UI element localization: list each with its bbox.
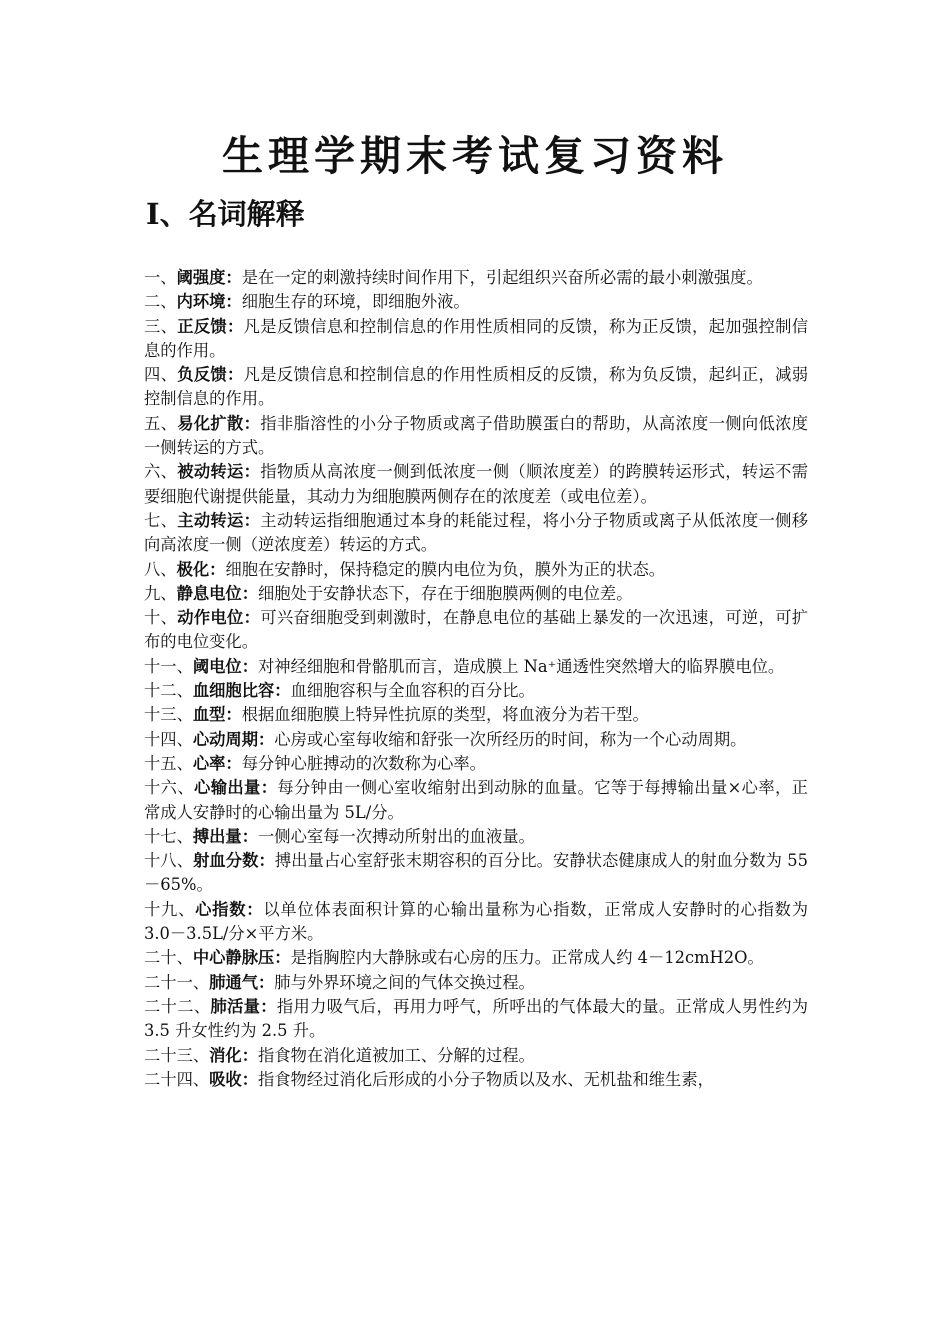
term-entry (144, 558, 808, 582)
term-number: 八、 (144, 559, 177, 579)
term-definition: 对神经细胞和骨骼肌而言，造成膜上 Na⁺通透性突然增大的临界膜电位。 (258, 656, 785, 676)
term-number: 十、 (144, 608, 178, 628)
term-entry (144, 946, 808, 970)
term-entry (144, 363, 808, 412)
term-entry (144, 460, 808, 509)
term-name: 血细胞比容： (192, 681, 291, 701)
term-name: 心输出量： (194, 778, 278, 798)
term-number: 十九、 (144, 899, 196, 919)
term-definition: 以单位体表面积计算的心输出量称为心指数，正常成人安静时的心指数为 3.0－3.5L/分×平方米。 (144, 899, 808, 944)
term-name: 吸收： (209, 1069, 258, 1089)
term-name: 心率： (192, 753, 242, 773)
term-definition: 主动转运指细胞通过本身的耗能过程，将小分子物质或离子从低浓度一侧移向高浓度一侧（逆浓度差）转运的方式。 (144, 510, 808, 555)
term-definition: 心房或心室每收缩和舒张一次所经历的时间，称为一个心动周期。 (274, 729, 747, 749)
term-name: 负反馈： (177, 365, 244, 385)
section-heading: Ⅰ、名词解释 (146, 197, 305, 231)
term-number: 六、 (144, 462, 178, 482)
term-definition: 每分钟心脏搏动的次数称为心率。 (241, 753, 486, 773)
term-number: 五、 (144, 413, 178, 433)
term-number: 十八、 (144, 851, 194, 871)
term-name: 静息电位： (176, 583, 258, 603)
term-number: 十二、 (144, 681, 193, 701)
term-number: 二十二、 (144, 996, 211, 1016)
term-definition: 根据血细胞膜上特异性抗原的类型，将血液分为若干型。 (241, 705, 649, 725)
term-entry (144, 1044, 808, 1068)
term-definition: 指非脂溶性的小分子物质或离子借助膜蛋白的帮助，从高浓度一侧向低浓度一侧转运的方式。 (144, 413, 808, 458)
term-definition-list (144, 266, 808, 1092)
term-number: 二十三、 (144, 1045, 210, 1065)
term-number: 二十一、 (144, 972, 210, 992)
term-number: 十三、 (144, 705, 193, 725)
term-name: 消化： (209, 1045, 258, 1065)
term-definition: 一侧心室每一次搏动所射出的血液量。 (258, 826, 535, 846)
term-definition: 指食物在消化道被加工、分解的过程。 (258, 1045, 535, 1065)
term-definition: 凡是反馈信息和控制信息的作用性质相同的反馈，称为正反馈，起加强控制信息的作用。 (144, 316, 808, 360)
term-name: 肺通气： (209, 972, 275, 992)
term-name: 主动转运： (177, 510, 261, 530)
term-name: 肺活量： (210, 996, 277, 1016)
term-name: 正反馈： (177, 316, 244, 336)
term-entry (144, 290, 808, 314)
term-name: 阈电位： (192, 656, 258, 676)
term-entry (144, 752, 808, 776)
term-entry (144, 703, 808, 727)
term-definition: 搏出量占心室舒张末期容积的百分比。安静状态健康成人的射血分数为 55－65%。 (144, 851, 808, 895)
term-definition: 是在一定的刺激持续时间作用下，引起组织兴奋所必需的最小刺激强度。 (241, 268, 763, 287)
term-definition: 指物质从高浓度一侧到低浓度一侧（顺浓度差）的跨膜转运形式，转运不需要细胞代谢提供能量，其动力为细胞膜两侧存在的浓度差（或电位差）。 (144, 462, 808, 506)
term-definition: 是指胸腔内大静脉或右心房的压力。正常成人约 4－12cmH2O。 (290, 948, 764, 968)
term-definition: 指用力吸气后，再用力呼气，所呼出的气体最大的量。正常成人男性约为 3.5 升女性约为 2.5 升。 (144, 996, 808, 1041)
term-entry (144, 509, 808, 558)
term-entry (144, 655, 808, 679)
term-name: 动作电位： (177, 608, 261, 628)
term-name: 极化： (176, 559, 226, 579)
term-entry (144, 728, 808, 752)
term-entry (144, 412, 808, 461)
term-number: 十四、 (144, 729, 193, 749)
term-name: 心动周期： (192, 729, 275, 749)
term-entry (144, 849, 808, 898)
term-definition: 细胞生存的环境，即细胞外液。 (241, 292, 470, 312)
term-number: 七、 (144, 510, 178, 530)
term-name: 心指数： (195, 899, 264, 919)
term-definition: 肺与外界环境之间的气体交换过程。 (274, 972, 535, 992)
term-definition: 指食物经过消化后形成的小分子物质以及水、无机盐和维生素， (258, 1069, 714, 1089)
term-entry (144, 776, 808, 825)
term-entry (144, 606, 808, 655)
term-number: 一、 (144, 268, 177, 287)
term-definition: 细胞处于安静状态下，存在于细胞膜两侧的电位差。 (258, 583, 633, 603)
term-definition: 可兴奋细胞受到刺激时，在静息电位的基础上暴发的一次迅速，可逆，可扩布的电位变化。 (144, 608, 808, 652)
term-definition: 血细胞容积与全血容积的百分比。 (290, 681, 535, 701)
term-number: 二、 (144, 292, 177, 312)
term-number: 十五、 (144, 753, 193, 773)
term-entry (144, 582, 808, 606)
term-entry (144, 971, 808, 995)
term-name: 射血分数： (193, 851, 275, 871)
term-name: 中心静脉压： (192, 948, 291, 968)
term-definition: 每分钟由一侧心室收缩射出到动脉的血量。它等于每搏输出量×心率，正常成人安静时的心输出量为 5L/分。 (144, 778, 808, 822)
term-entry (144, 315, 808, 364)
term-name: 易化扩散： (177, 413, 261, 433)
term-entry (144, 898, 808, 947)
term-name: 内环境： (176, 292, 242, 312)
term-number: 九、 (144, 583, 177, 603)
term-number: 二十四、 (144, 1069, 210, 1089)
term-name: 搏出量： (192, 826, 258, 846)
term-number: 四、 (144, 365, 178, 385)
document-title: 生理学期末考试复习资料 (222, 132, 728, 180)
term-number: 十一、 (144, 656, 193, 676)
term-number: 十六、 (144, 778, 195, 798)
term-definition: 细胞在安静时，保持稳定的膜内电位为负，膜外为正的状态。 (225, 559, 666, 579)
term-entry (144, 825, 808, 849)
term-name: 血型： (192, 705, 242, 725)
term-number: 十七、 (144, 826, 193, 846)
term-number: 三、 (144, 316, 178, 336)
term-name: 阈强度： (176, 268, 242, 287)
term-number: 二十、 (144, 948, 193, 968)
term-entry (144, 995, 808, 1044)
term-entry (144, 679, 808, 703)
term-definition: 凡是反馈信息和控制信息的作用性质相反的反馈，称为负反馈，起纠正，减弱控制信息的作用。 (144, 365, 808, 409)
term-name: 被动转运： (177, 462, 261, 482)
term-entry (144, 266, 808, 290)
term-entry (144, 1068, 808, 1092)
